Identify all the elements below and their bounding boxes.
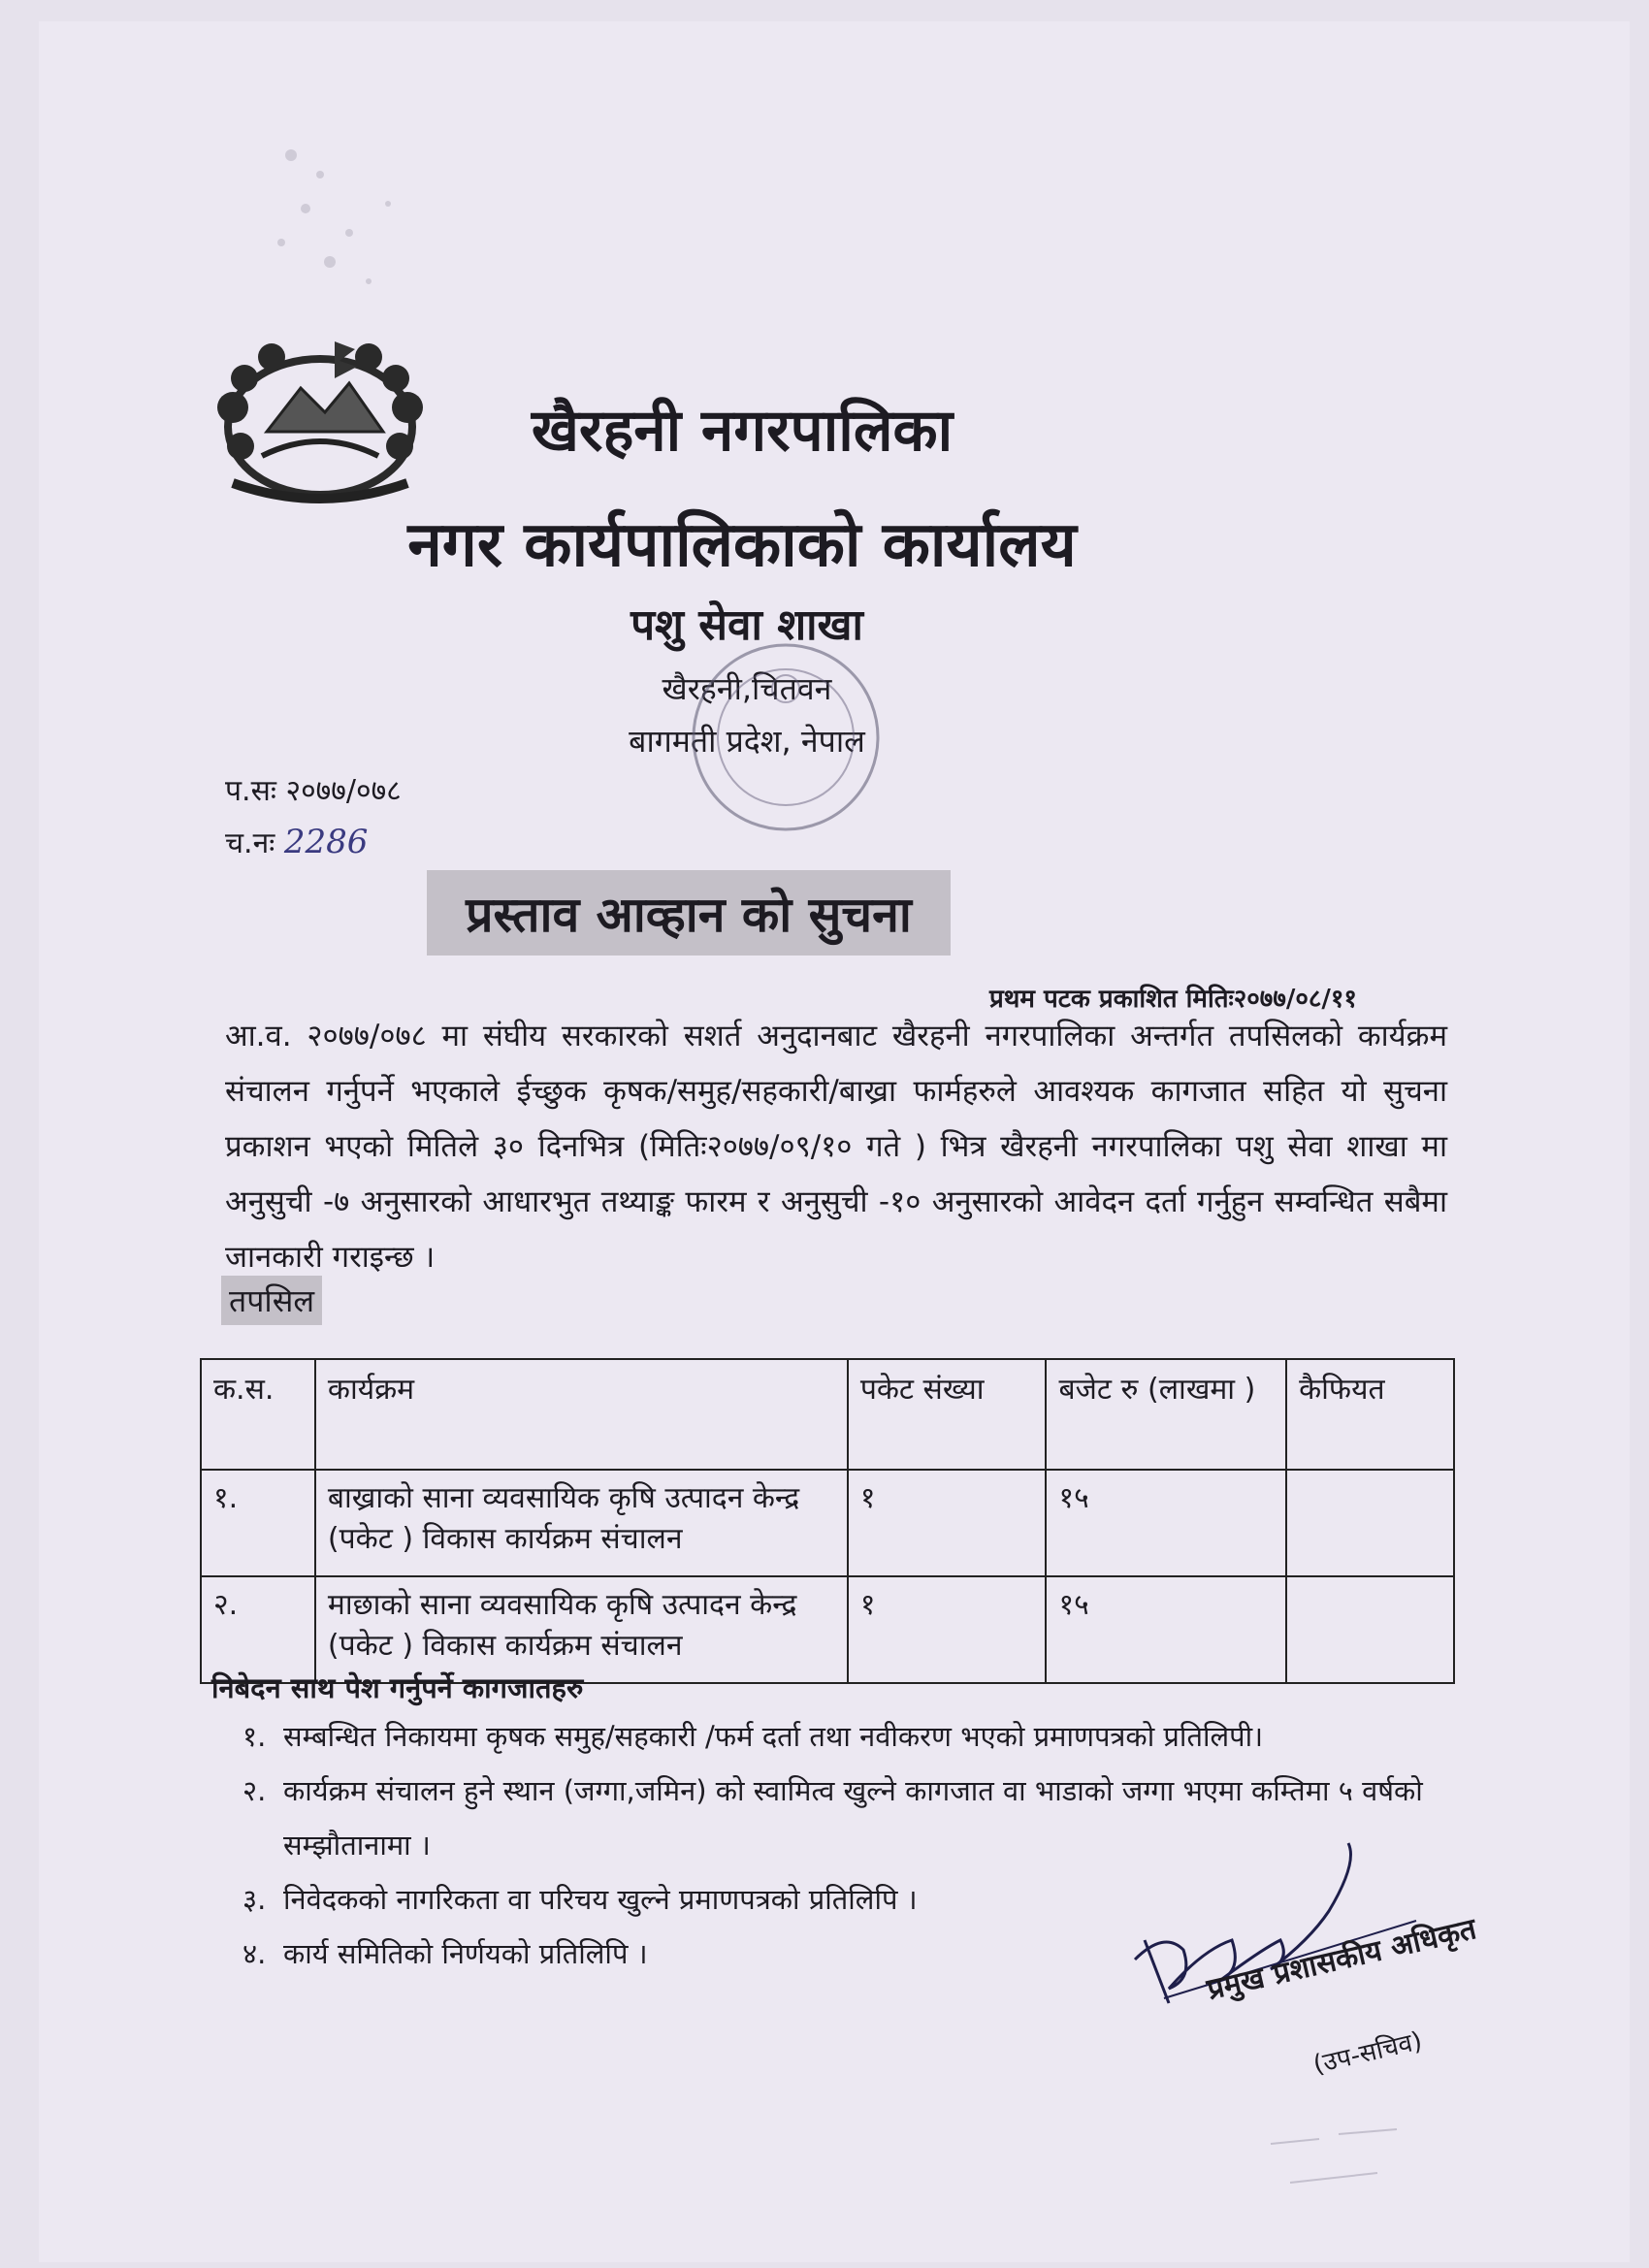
item-number: ३. [242, 1883, 267, 1916]
cell-budget: १५ [1046, 1576, 1286, 1683]
faint-stamp-marks [1261, 2105, 1455, 2221]
ps-label: प.सः [225, 774, 276, 808]
header-program: कार्यक्रम [315, 1359, 848, 1470]
header-pocket-count: पकेट संख्या [848, 1359, 1047, 1470]
branch-name: पशु सेवा शाखा [630, 600, 863, 650]
cell-sn: २. [201, 1576, 315, 1683]
cell-pocket-count: १ [848, 1470, 1047, 1576]
ink-smudge [252, 116, 466, 330]
cell-pocket-count: १ [848, 1576, 1047, 1683]
cn-value: 2286 [283, 823, 369, 861]
address-line-1: खैरहनी,चितवन [662, 670, 832, 707]
header-remarks: कैफियत [1286, 1359, 1454, 1470]
notice-body: आ.व. २०७७/०७८ मा संघीय सरकारको सशर्त अनुदानबाट खैरहनी नगरपालिका अन्तर्गत तपसिलको कार्यक्रम संचालन गर्नुपर्ने भएकाले ईच्छुक कृषक/समुह/सहकारी/बाख्रा फार्महरुले आवश्यक कागजात सहित यो सुचना प्रकाशन भएको मितिले ३० दिनभित्र (मितिः२०७७/०९/१० गते ) भित्र खैरहनी नगरपालिका पशु सेवा शाखा मा अनुसुची -७ अनुसारको आधारभुत तथ्याङ्क फारम र अनुसुची -१० अनुसारको आवेदन दर्ता गर्नुहुन सम्वन्धित सबैमा जानकारी गराइन्छ । [225, 1019, 1447, 1275]
address-line-2: बागमती प्रदेश, नेपाल [629, 723, 865, 760]
published-date: प्रथम पटक प्रकाशित मितिः२०७७/०८/११ [989, 985, 1357, 1014]
item-text: कार्यक्रम संचालन हुने स्थान (जग्गा,जमिन) को स्वामित्व खुल्ने कागजात वा भाडाको जग्गा भएमा कम्तिमा ५ वर्षको सम्झौतानामा । [283, 1774, 1423, 1862]
header-sn: क.स. [201, 1359, 315, 1470]
table-header-row [201, 1359, 1454, 1470]
notice-title: प्रस्ताव आव्हान को सुचना [427, 870, 951, 956]
ps-value: २०७७/०७८ [285, 774, 402, 808]
cn-label: च.नः [225, 826, 275, 860]
office-seal-stamp-icon [679, 631, 892, 844]
table-row [201, 1470, 1454, 1576]
program-table [200, 1358, 1455, 1684]
cell-program: बाख्राको साना व्यवसायिक कृषि उत्पादन केन्द्र (पकेट ) विकास कार्यक्रम संचालन [315, 1470, 848, 1576]
cn-number-line [225, 817, 402, 869]
item-number: २. [242, 1774, 267, 1807]
item-number: ४. [242, 1937, 267, 1970]
office-name: नगर कार्यपालिकाको कार्यालय [407, 509, 1077, 581]
signatory-title: प्रमुख प्रशासकीय अधिकृत [1204, 1912, 1480, 2007]
table-row [201, 1576, 1454, 1683]
list-item [242, 1709, 1455, 1764]
cell-remarks [1286, 1470, 1454, 1576]
item-text: सम्बन्धित निकायमा कृषक समुह/सहकारी /फर्म दर्ता तथा नवीकरण भएको प्रमाणपत्रको प्रतिलिपी। [283, 1720, 1264, 1753]
item-text: निवेदकको नागरिकता वा परिचय खुल्ने प्रमाणपत्रको प्रतिलिपि । [283, 1883, 918, 1916]
ps-number-line [225, 766, 402, 817]
header-budget: बजेट रु (लाखमा ) [1046, 1359, 1286, 1470]
documents-heading: निबेदन साथ पेश गर्नुपर्ने कागजातहरु [211, 1671, 584, 1704]
cell-remarks [1286, 1576, 1454, 1683]
item-text: कार्य समितिको निर्णयको प्रतिलिपि । [283, 1937, 648, 1970]
reference-block [225, 766, 402, 869]
cell-program: माछाको साना व्यवसायिक कृषि उत्पादन केन्द्र (पकेट ) विकास कार्यक्रम संचालन [315, 1576, 848, 1683]
cell-budget: १५ [1046, 1470, 1286, 1576]
signatory-subtitle: (उप-सचिव) [1310, 2026, 1425, 2081]
item-number: १. [242, 1720, 267, 1753]
details-label: तपसिल [221, 1276, 322, 1325]
municipality-name: खैरहनी नगरपालिका [531, 397, 954, 465]
cell-sn: १. [201, 1470, 315, 1576]
